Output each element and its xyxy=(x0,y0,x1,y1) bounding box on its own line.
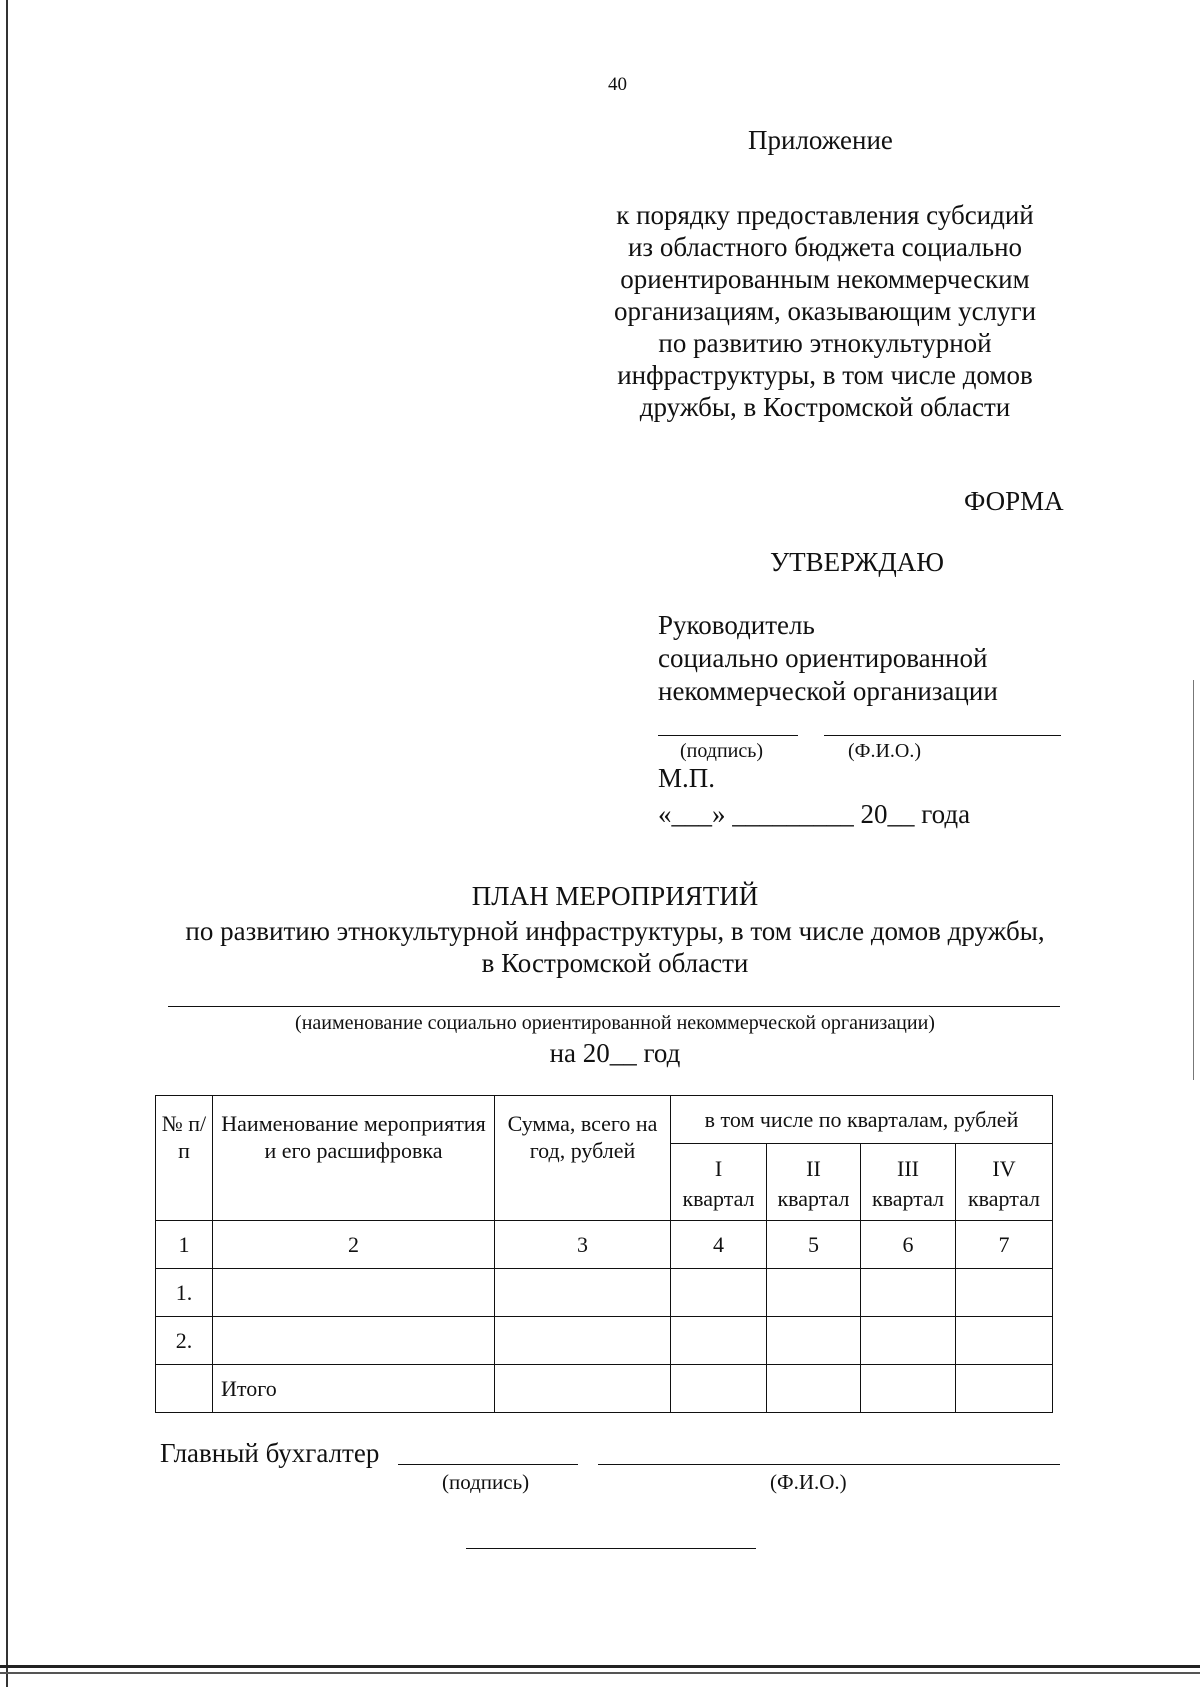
empty-cell xyxy=(671,1269,767,1317)
table-row xyxy=(156,1269,1053,1317)
empty-cell xyxy=(495,1317,671,1365)
empty-cell xyxy=(767,1269,861,1317)
quarter-roman: IV xyxy=(992,1156,1016,1181)
header-quarter-2 xyxy=(767,1144,861,1221)
accountant-fio-caption: (Ф.И.О.) xyxy=(770,1470,847,1494)
accountant-signature-line xyxy=(398,1464,578,1465)
scan-bottom-edge-2 xyxy=(0,1672,1200,1674)
appendix-line: ориентированным некоммерческим xyxy=(620,264,1030,294)
approver-line: некоммерческой организации xyxy=(658,676,998,706)
page-number: 40 xyxy=(608,74,627,95)
empty-cell xyxy=(671,1317,767,1365)
empty-cell xyxy=(495,1365,671,1413)
form-label: ФОРМА xyxy=(964,486,1064,516)
empty-cell xyxy=(767,1317,861,1365)
accountant-label: Главный бухгалтер xyxy=(160,1438,380,1468)
empty-cell xyxy=(956,1317,1053,1365)
approval-date-line: «___» _________ 20__ года xyxy=(658,799,971,829)
accountant-signature-caption: (подпись) xyxy=(442,1470,530,1494)
empty-cell xyxy=(956,1365,1053,1413)
appendix-line: инфраструктуры, в том числе домов xyxy=(617,360,1033,390)
org-name-line xyxy=(168,1006,1060,1007)
plan-title: ПЛАН МЕРОПРИЯТИЙ xyxy=(471,881,759,911)
appendix-line: из областного бюджета социально xyxy=(627,232,1023,262)
empty-cell xyxy=(213,1317,495,1365)
plan-subtitle-line1: по развитию этнокультурной инфраструктуры, в том числе домов дружбы, xyxy=(185,916,1045,946)
index-cell: 3 xyxy=(495,1221,671,1269)
empty-cell xyxy=(495,1269,671,1317)
quarter-word: квартал xyxy=(967,1186,1041,1211)
quarter-roman: III xyxy=(897,1156,919,1181)
header-num: № п/п xyxy=(156,1096,213,1221)
quarter-word: квартал xyxy=(777,1186,850,1211)
plan-year-line: на 20__ год xyxy=(549,1038,681,1068)
index-cell: 1 xyxy=(156,1221,213,1269)
approval-title: УТВЕРЖДАЮ xyxy=(770,547,945,577)
empty-cell xyxy=(156,1365,213,1413)
scan-left-edge xyxy=(6,0,8,1687)
document-end-line xyxy=(466,1548,756,1549)
header-quarter-4 xyxy=(956,1144,1053,1221)
approver-fio-caption: (Ф.И.О.) xyxy=(848,740,922,762)
empty-cell xyxy=(671,1365,767,1413)
empty-cell xyxy=(213,1269,495,1317)
approver-position xyxy=(658,609,998,708)
quarter-roman: II xyxy=(806,1156,821,1181)
quarter-word: квартал xyxy=(871,1186,945,1211)
appendix-line: по развитию этнокультурной xyxy=(658,328,992,358)
plan-table xyxy=(155,1095,1053,1413)
plan-subtitle-line2: в Костромской области xyxy=(481,948,749,978)
approver-line: социально ориентированной xyxy=(658,643,988,673)
quarter-word: квартал xyxy=(682,1186,755,1211)
empty-cell xyxy=(861,1365,956,1413)
index-cell: 5 xyxy=(767,1221,861,1269)
index-cell: 7 xyxy=(956,1221,1053,1269)
quarter-roman: I xyxy=(714,1156,723,1181)
appendix-line: организациям, оказывающим услуги xyxy=(613,296,1037,326)
index-cell: 2 xyxy=(213,1221,495,1269)
appendix-line: к порядку предоставления субсидий xyxy=(616,200,1034,230)
appendix-body xyxy=(590,199,1060,423)
empty-cell xyxy=(861,1317,956,1365)
empty-cell xyxy=(767,1365,861,1413)
total-label: Итого xyxy=(213,1365,495,1413)
index-cell: 4 xyxy=(671,1221,767,1269)
row-number: 1. xyxy=(156,1269,213,1317)
header-quarters: в том числе по кварталам, рублей xyxy=(671,1096,1053,1144)
header-quarter-3 xyxy=(861,1144,956,1221)
empty-cell xyxy=(956,1269,1053,1317)
scan-bottom-edge xyxy=(0,1665,1200,1668)
table-row-total xyxy=(156,1365,1053,1413)
table-row xyxy=(156,1317,1053,1365)
header-quarter-1 xyxy=(671,1144,767,1221)
appendix-title: Приложение xyxy=(748,125,893,155)
approver-fio-line xyxy=(824,735,1061,736)
approver-line: Руководитель xyxy=(658,610,815,640)
org-name-caption: (наименование социально ориентированной некоммерческой организации) xyxy=(295,1012,935,1034)
stamp-label: М.П. xyxy=(658,763,716,793)
appendix-line: дружбы, в Костромской области xyxy=(639,392,1011,422)
index-cell: 6 xyxy=(861,1221,956,1269)
empty-cell xyxy=(861,1269,956,1317)
approver-signature-caption: (подпись) xyxy=(680,740,764,762)
approver-signature-line xyxy=(658,735,798,736)
row-number: 2. xyxy=(156,1317,213,1365)
header-sum: Сумма, всего на год, рублей xyxy=(495,1096,671,1221)
header-name: Наименование мероприятия и его расшифровка xyxy=(213,1096,495,1221)
accountant-fio-line xyxy=(598,1464,1060,1465)
